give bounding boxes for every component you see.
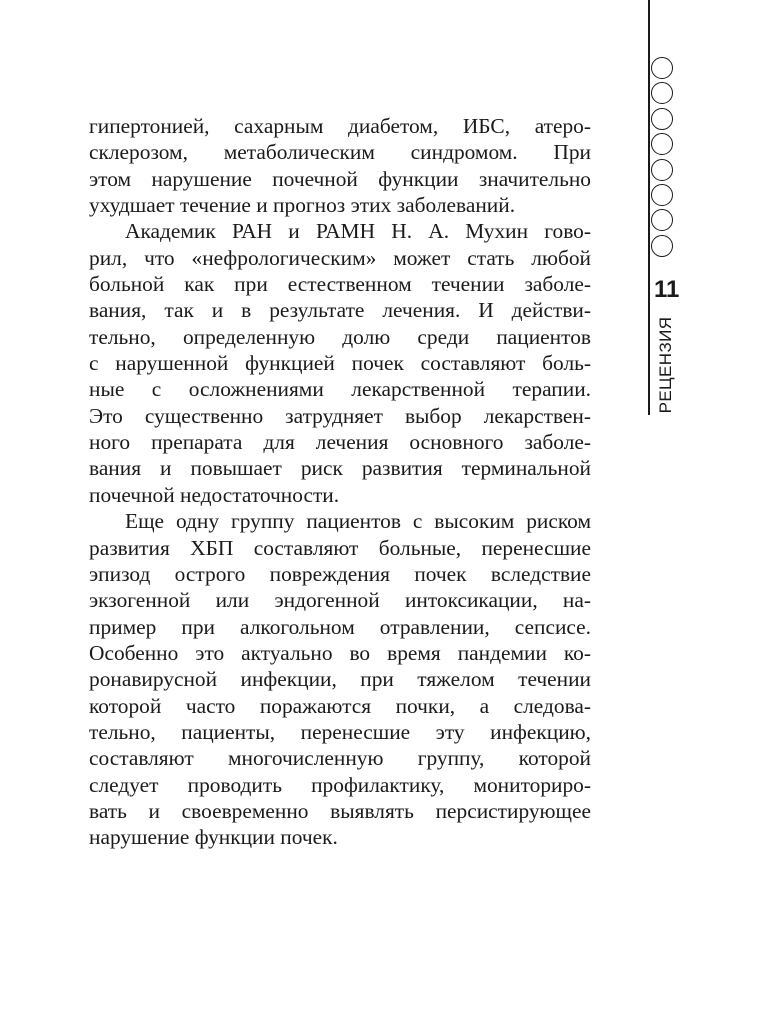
body-text bbox=[89, 113, 591, 851]
text-line: ухудшает течение и прогноз этих заболеваний. bbox=[89, 193, 516, 218]
text-line: вать и своевременно выявлять персистирующее bbox=[89, 798, 591, 823]
margin-circle bbox=[651, 133, 673, 155]
margin-circle bbox=[651, 159, 673, 181]
text-line: вания и повышает риск развития терминальной bbox=[89, 456, 591, 481]
text-line: почечной недостаточности. bbox=[89, 482, 340, 507]
text-line: Особенно это актуально во время пандемии ко- bbox=[89, 640, 591, 665]
text-line: тельно, пациенты, перенесшие эту инфекцию, bbox=[89, 719, 591, 744]
text-line: следует проводить профилактику, мониториро- bbox=[89, 772, 591, 797]
margin-circle bbox=[651, 184, 673, 206]
margin-circle bbox=[651, 235, 673, 257]
text-line: тельно, определенную долю среди пациентов bbox=[89, 324, 591, 349]
text-line: больной как при естественном течении заболе- bbox=[89, 272, 591, 297]
text-line: склерозом, метаболическим синдромом. При bbox=[89, 140, 591, 165]
text-line: составляют многочисленную группу, которой bbox=[89, 746, 591, 771]
margin-circle bbox=[651, 108, 673, 130]
margin-circle bbox=[651, 57, 673, 79]
text-line: с нарушенной функцией почек составляют боль- bbox=[89, 351, 591, 376]
text-line: рил, что «нефрологическим» может стать любой bbox=[89, 245, 591, 270]
text-line: развития ХБП составляют больные, перенесшие bbox=[89, 535, 591, 560]
text-line: ронавирусной инфекции, при тяжелом течении bbox=[89, 667, 591, 692]
text-line: ного препарата для лечения основного заболе- bbox=[89, 430, 591, 455]
text-line: этом нарушение почечной функции значительно bbox=[89, 166, 591, 191]
text-line: вания, так и в результате лечения. И действи- bbox=[89, 298, 591, 323]
text-line: гипертонией, сахарным диабетом, ИБС, атеро- bbox=[89, 114, 591, 138]
section-label: РЕЦЕНЗИЯ bbox=[656, 316, 675, 414]
text-line: которой часто поражаются почки, а следова- bbox=[89, 693, 591, 718]
text-line: Это существенно затрудняет выбор лекарствен- bbox=[89, 403, 591, 428]
text-line: Академик РАН и РАМН Н. А. Мухин гово- bbox=[125, 219, 591, 244]
margin-circle bbox=[651, 209, 673, 231]
margin-circle bbox=[651, 82, 673, 104]
page-number: 11 bbox=[654, 276, 680, 303]
text-line: эпизод острого повреждения почек вследствие bbox=[89, 561, 591, 586]
margin-rule bbox=[648, 0, 650, 415]
margin-circles bbox=[651, 57, 681, 260]
text-line: ные с осложнениями лекарственной терапии. bbox=[89, 377, 591, 402]
text-line: нарушение функции почек. bbox=[89, 825, 338, 850]
text-line: Еще одну группу пациентов с высоким риском bbox=[125, 509, 591, 534]
text-line: экзогенной или эндогенной интоксикации, на- bbox=[89, 588, 591, 613]
text-line: пример при алкогольном отравлении, сепсисе. bbox=[89, 614, 591, 639]
